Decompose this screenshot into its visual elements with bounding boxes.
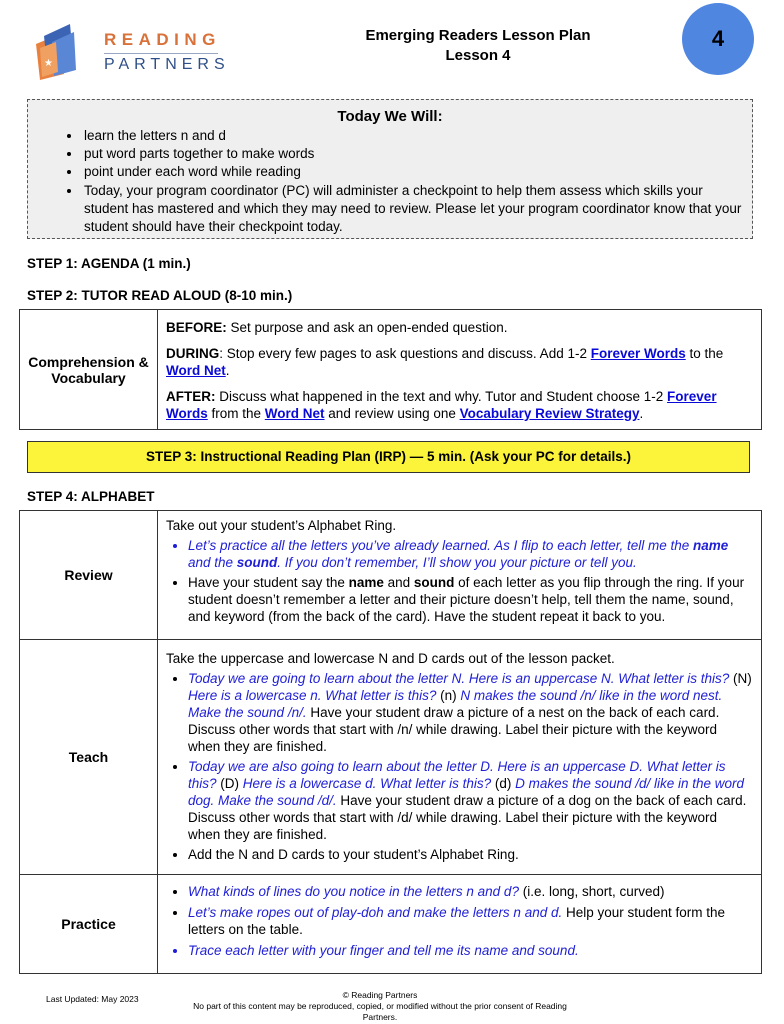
- step3-irp-banner: STEP 3: Instructional Reading Plan (IRP) — 5 min. (Ask your PC for details.): [27, 441, 750, 473]
- svg-text:★: ★: [44, 58, 53, 69]
- step2-heading: STEP 2: TUTOR READ ALOUD (8-10 min.): [27, 288, 293, 303]
- teach-label: Teach: [20, 640, 158, 875]
- after-text: AFTER: Discuss what happened in the text and why. Tutor and Student choose 1-2 Forever Words from the Word Net and review using one Vocabulary Review Strategy.: [166, 389, 717, 421]
- list-item: • Let’s practice all the letters you’ve already learned. As I flip to each letter, tell me the name and the sound. If you don’t remember, I’ll show you your picture or tell you.: [188, 537, 752, 571]
- copyright-notice: No part of this content may be reproduced, copied, or modified without the prior consent of Reading Partners.: [193, 1001, 567, 1022]
- logo-word-partners: PARTNERS: [104, 56, 230, 73]
- list-item: • Today, your program coordinator (PC) will administer a checkpoint to help them assess which skills your student has mastered and which they may need to review. Please let your program coordinator know that your student should have their checkpoint today.: [82, 182, 744, 237]
- page-header: [0, 0, 784, 95]
- list-item: • Today we are going to learn about the letter N. Here is an uppercase N. What letter is this? (N) Here is a lowercase n. What letter is this? (n) N makes the sound /n/ like in the word nest. Make the sound /n/. Have your student draw a picture of a nest on the back of each card. Discuss other words that start with /n/ while drawing. Label their picture with the keyword when they are finished.: [188, 670, 752, 755]
- today-list: [28, 127, 752, 236]
- comprehension-vocabulary-label: Comprehension & Vocabulary: [20, 310, 158, 430]
- last-updated: Last Updated: May 2023: [46, 994, 139, 1004]
- review-intro: Take out your student’s Alphabet Ring.: [166, 518, 397, 533]
- read-aloud-content: [158, 310, 762, 430]
- footer-copyright: [180, 990, 580, 1023]
- book-logo-icon: [30, 22, 100, 82]
- read-aloud-table: [19, 309, 762, 430]
- practice-content: [158, 875, 762, 974]
- logo-divider: [104, 53, 218, 54]
- review-label: Review: [20, 511, 158, 640]
- vocabulary-review-strategy-link[interactable]: Vocabulary Review Strategy: [459, 406, 640, 421]
- review-content: [158, 511, 762, 640]
- word-net-link[interactable]: Word Net: [166, 363, 226, 378]
- today-title: Today We Will:: [337, 108, 443, 125]
- page-title: [318, 26, 638, 66]
- practice-label: Practice: [20, 875, 158, 974]
- lesson-number-badge: 4: [682, 3, 754, 75]
- reading-partners-logo: [30, 22, 230, 82]
- step1-heading: STEP 1: AGENDA (1 min.): [27, 256, 191, 271]
- alphabet-table: [19, 510, 762, 974]
- list-item: • learn the letters n and d: [82, 127, 744, 145]
- title-line-2: Lesson 4: [445, 47, 511, 64]
- list-item: • Have your student say the name and sound of each letter as you flip through the ring. If your student doesn’t remember a letter and their picture doesn’t help, tell them the name, sound, and keyword (from the back of the card). Have the student repeat it back to you.: [188, 574, 752, 625]
- list-item: • put word parts together to make words: [82, 145, 744, 163]
- before-text: BEFORE: Set purpose and ask an open-ended question.: [166, 320, 508, 335]
- forever-words-link[interactable]: Forever Words: [590, 346, 686, 361]
- logo-word-reading: READING: [104, 30, 221, 49]
- teach-intro: Take the uppercase and lowercase N and D cards out of the lesson packet.: [166, 651, 615, 666]
- title-line-1: Emerging Readers Lesson Plan: [365, 27, 591, 44]
- list-item: • Add the N and D cards to your student’s Alphabet Ring.: [188, 846, 752, 863]
- today-we-will-box: [27, 99, 753, 239]
- list-item: • Today we are also going to learn about the letter D. Here is an uppercase D. What letter is this? (D) Here is a lowercase d. What letter is this? (d) D makes the sound /d/ like in the word dog. Make the sound /d/. Have your student draw a picture of a dog on the back of each card. Discuss other words that start with /d/ while drawing. Label their picture with the keyword when they are finished.: [188, 758, 752, 843]
- during-text: DURING: Stop every few pages to ask questions and discuss. Add 1-2 Forever Words to the Word Net.: [166, 346, 724, 378]
- teach-content: [158, 640, 762, 875]
- list-item: • Let’s make ropes out of play-doh and make the letters n and d. Help your student form the letters on the table.: [188, 904, 752, 938]
- word-net-link[interactable]: Word Net: [264, 406, 325, 421]
- list-item: • Trace each letter with your finger and tell me its name and sound.: [188, 942, 752, 959]
- list-item: • point under each word while reading: [82, 163, 744, 181]
- copyright-text: © Reading Partners: [342, 990, 418, 1000]
- step4-heading: STEP 4: ALPHABET: [27, 489, 155, 504]
- list-item: • What kinds of lines do you notice in the letters n and d? (i.e. long, short, curved): [188, 883, 752, 900]
- forever-words-link[interactable]: Forever Words: [166, 389, 717, 421]
